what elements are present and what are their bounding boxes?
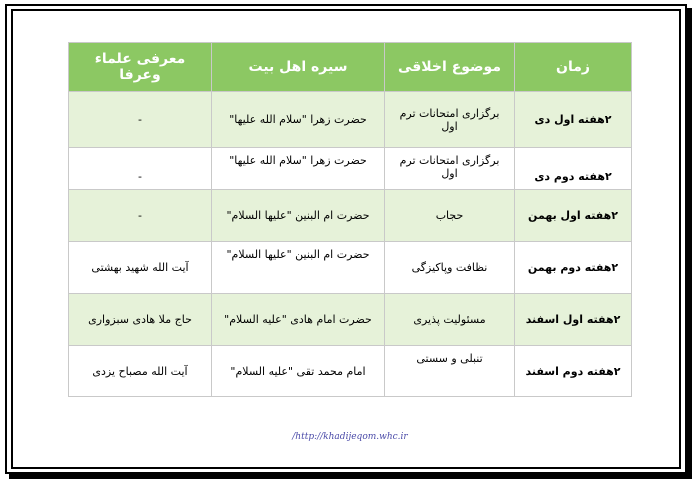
cell-time: ۲هفته اول دی xyxy=(515,92,632,148)
header-intro: معرفی علماء وعرفا xyxy=(69,43,212,92)
cell-topic: برگزاری امتحانات ترم اول xyxy=(385,92,515,148)
schedule-table xyxy=(68,42,632,397)
cell-intro: آیت الله شهید بهشتی xyxy=(69,242,212,294)
cell-sira: حضرت امام هادی "علیه السلام" xyxy=(212,294,385,346)
cell-time: ۲هفته دوم دی xyxy=(515,148,632,190)
cell-sira: حضرت ام البنین "علیها السلام" xyxy=(212,190,385,242)
cell-time: ۲هفته دوم بهمن xyxy=(515,242,632,294)
cell-time: ۲هفته دوم اسفند xyxy=(515,346,632,397)
frame-shadow-bottom xyxy=(9,474,692,479)
frame-shadow-right xyxy=(687,8,692,478)
cell-time: ۲هفته اول اسفند xyxy=(515,294,632,346)
cell-intro: - xyxy=(69,148,212,190)
header-sira: سیره اهل بیت xyxy=(212,43,385,92)
header-time: زمان xyxy=(515,43,632,92)
table-row xyxy=(69,92,632,148)
table-row xyxy=(69,148,632,190)
table-row xyxy=(69,242,632,294)
cell-topic: حجاب xyxy=(385,190,515,242)
cell-intro: - xyxy=(69,190,212,242)
cell-sira: حضرت زهرا "سلام الله علیها" xyxy=(212,148,385,190)
cell-topic: تنبلی و سستی xyxy=(385,346,515,397)
footer-link[interactable]: /http://khadijeqom.whc.ir xyxy=(292,432,408,442)
cell-sira: حضرت زهرا "سلام الله علیها" xyxy=(212,92,385,148)
cell-intro: آیت الله مصباح یزدی xyxy=(69,346,212,397)
header-topic: موضوع اخلاقی xyxy=(385,43,515,92)
table-row xyxy=(69,346,632,397)
cell-topic: نظافت وپاکیزگی xyxy=(385,242,515,294)
table-row xyxy=(69,294,632,346)
cell-intro: - xyxy=(69,92,212,148)
cell-intro: حاج ملا هادی سبزواری xyxy=(69,294,212,346)
cell-topic: مسئولیت پذیری xyxy=(385,294,515,346)
table-row xyxy=(69,190,632,242)
cell-time: ۲هفته اول بهمن xyxy=(515,190,632,242)
cell-topic: برگزاری امتحانات ترم اول xyxy=(385,148,515,190)
cell-sira: حضرت ام البنین "علیها السلام" xyxy=(212,242,385,294)
table-header-row xyxy=(69,43,632,92)
cell-sira: امام محمد تقی "علیه السلام" xyxy=(212,346,385,397)
